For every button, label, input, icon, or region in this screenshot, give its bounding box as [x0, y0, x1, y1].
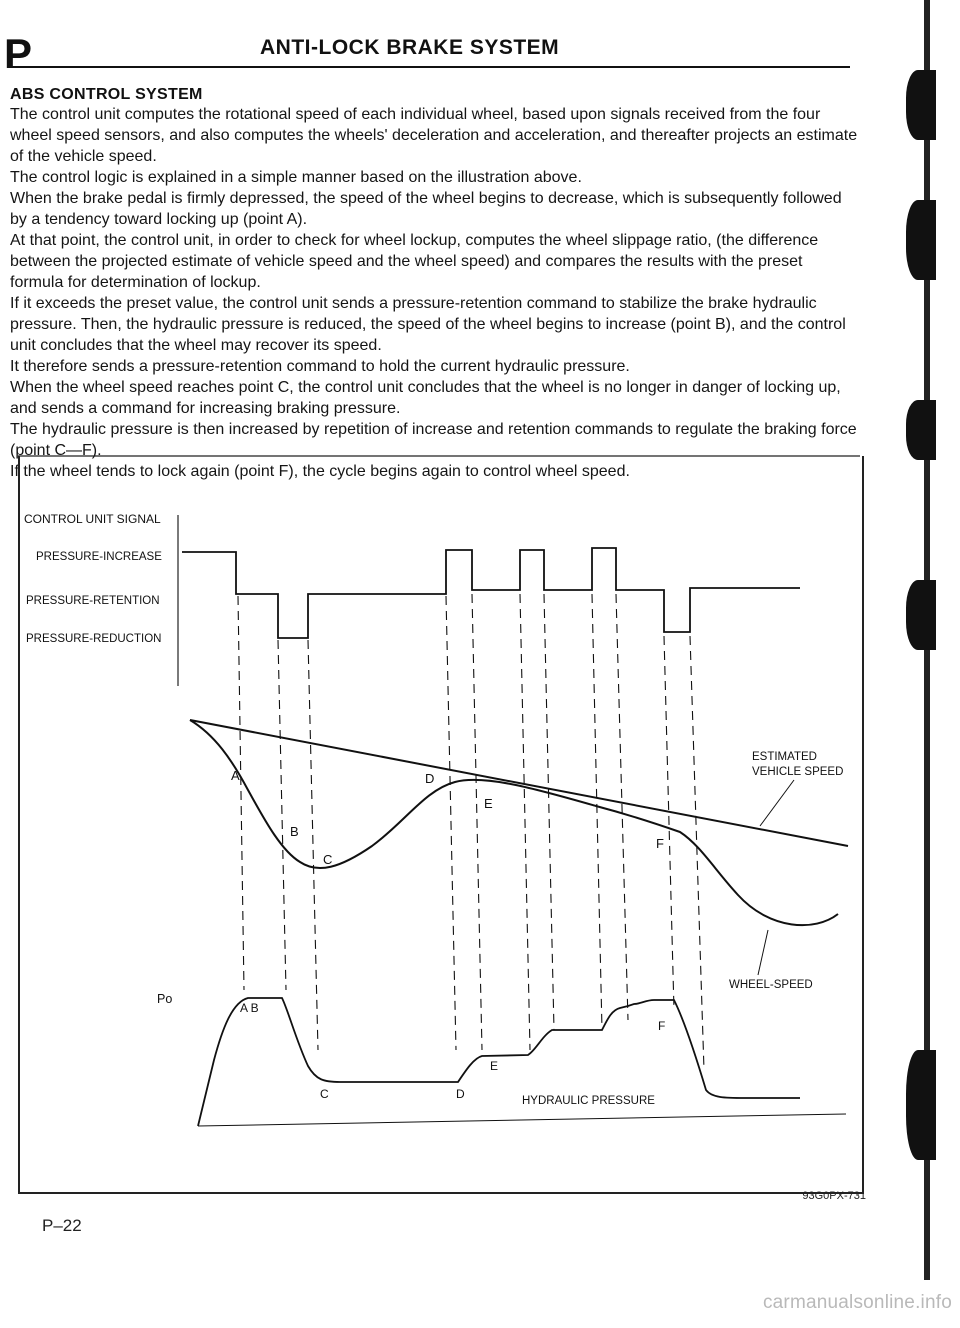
paragraph: When the brake pedal is firmly depressed, the speed of the wheel begins to decrease, which is subsequently followed by a tendency toward locking up (point A).	[10, 190, 842, 228]
figure-id: 93G0PX-731	[802, 1190, 866, 1202]
binder-hole-icon	[906, 70, 936, 140]
level-increase-label: PRESSURE-INCREASE	[36, 551, 162, 563]
paragraph: When the wheel speed reaches point C, the control unit concludes that the wheel is no longer in danger of locking up, and sends a command for increasing braking pressure.	[10, 379, 841, 417]
paragraph: The control logic is explained in a simple manner based on the illustration above.	[10, 169, 582, 186]
wheel-speed-curve	[190, 720, 838, 925]
section-heading: ABS CONTROL SYSTEM	[10, 86, 203, 103]
paragraph: It therefore sends a pressure-retention command to hold the current hydraulic pressure.	[10, 358, 630, 375]
paragraph: The control unit computes the rotational speed of each individual wheel, based upon signals received from the four wheel speed sensors, and also computes the wheels' deceleration and acceleration, and thereafter projects an estimate of the vehicle speed.	[10, 106, 858, 165]
binder-hole-icon	[906, 580, 936, 650]
control-signal-wave	[182, 548, 800, 638]
level-reduction-label: PRESSURE-REDUCTION	[26, 633, 162, 645]
timing-guides	[238, 594, 704, 1070]
estimated-speed-label-2: VEHICLE SPEED	[752, 766, 844, 778]
paragraph: If the wheel tends to lock again (point F), the cycle begins again to control wheel speed.	[10, 463, 630, 480]
signal-title: CONTROL UNIT SIGNAL	[24, 512, 161, 526]
po-label: Po	[157, 992, 173, 1006]
hp-point-c-label: C	[320, 1087, 329, 1101]
hp-point-f-label: F	[658, 1019, 666, 1033]
point-b-label: B	[290, 824, 299, 839]
point-ab-label: A B	[240, 1001, 259, 1015]
point-a-label: A	[231, 768, 240, 783]
page-number: P–22	[42, 1216, 82, 1235]
level-retention-label: PRESSURE-RETENTION	[26, 595, 160, 607]
hydraulic-baseline	[198, 1114, 846, 1126]
section-letter: P	[4, 30, 33, 77]
paragraph: The hydraulic pressure is then increased by repetition of increase and retention commands to regulate the braking force (point C—F).	[10, 421, 857, 459]
point-e-label: E	[484, 796, 493, 811]
page-title: ANTI-LOCK BRAKE SYSTEM	[260, 36, 560, 59]
estimated-speed-label: ESTIMATED	[752, 751, 817, 763]
estimated-vehicle-speed-line	[190, 720, 848, 846]
wheel-speed-label: WHEEL-SPEED	[729, 979, 813, 991]
point-c-label: C	[323, 852, 333, 867]
binder-hole-icon	[906, 200, 936, 280]
binder-hole-icon	[906, 400, 936, 460]
point-f-label: F	[656, 836, 664, 851]
estimated-speed-pointer	[760, 780, 794, 826]
paragraph: If it exceeds the preset value, the control unit sends a pressure-retention command to stabilize the brake hydraulic pressure. Then, the hydraulic pressure is reduced, the speed of the wheel begins to increase (point B), and the control unit concludes that the wheel may recover its speed.	[10, 295, 846, 354]
hydraulic-pressure-label: HYDRAULIC PRESSURE	[522, 1095, 655, 1107]
wheel-speed-pointer	[758, 930, 768, 975]
watermark: carmanualsonline.info	[762, 1292, 952, 1313]
hydraulic-pressure-curve	[198, 998, 800, 1126]
hp-point-d-label: D	[456, 1087, 465, 1101]
point-d-label: D	[425, 771, 435, 786]
hp-point-e-label: E	[490, 1059, 499, 1073]
binder-hole-icon	[906, 1050, 936, 1160]
paragraph: At that point, the control unit, in order to check for wheel lockup, computes the wheel slippage ratio, (the difference between the projected estimate of vehicle speed and the wheel speed) and compares the results with the preset formula for determination of lockup.	[10, 232, 819, 291]
